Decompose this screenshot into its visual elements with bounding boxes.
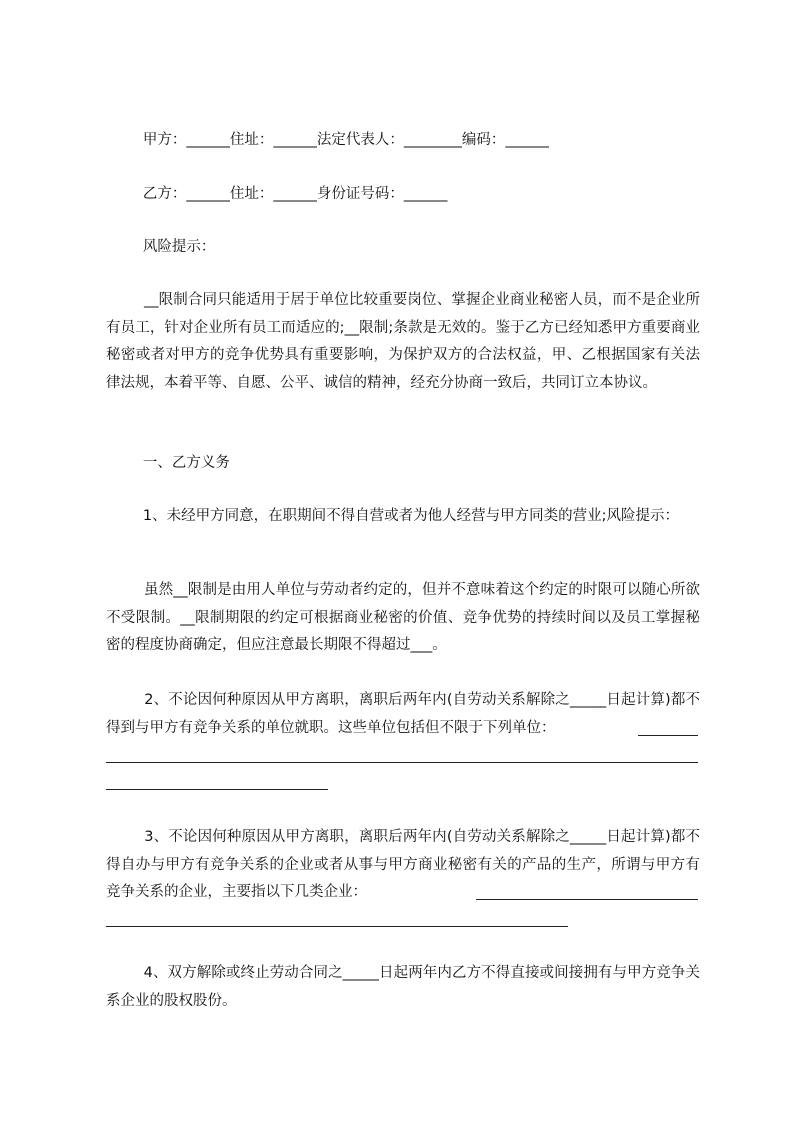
clause-1-note: 虽然__限制是由用人单位与劳动者约定的，但并不意味着这个约定的时限可以随心所欲不受限制。__限制期限的约定可根据商业秘密的价值、竞争优势的持续时间以及员工掌握秘密的程度协商确定，但应注意最长期限不得超过___。 [106,582,701,653]
clause-2-blank-line-2 [106,762,698,763]
section-one-title: 一、乙方义务 [106,455,230,471]
clause-4: 4、双方解除或终止劳动合同之_____日起两年内乙方不得直接或间接拥有与甲方竞争关系企业的股权股份。 [106,965,701,1009]
clause-2-blank-line-3 [106,789,328,790]
clause-2-blank-line-1 [638,735,698,736]
clause-3: 3、不论因何种原因从甲方离职，离职后两年内(自劳动关系解除之_____日起计算)都不得自办与甲方有竞争关系的企业或者从事与甲方商业秘密有关的产品的生产，所谓与甲方有竞争关系的企业，主要指以下几类企业： [106,829,700,900]
party-a-line: 甲方：______住址：______法定代表人：________编码：______ [106,132,549,148]
party-b-line: 乙方：______住址：______身份证号码：______ [106,186,448,202]
clause-3-blank-line-2 [106,926,568,927]
intro-paragraph: __限制合同只能适用于居于单位比较重要岗位、掌握企业商业秘密人员，而不是企业所有员工，针对企业所有员工而适应的;__限制;条款是无效的。鉴于乙方已经知悉甲方重要商业秘密或者对甲方的竞争优势具有重要影响，为保护双方的合法权益，甲、乙根据国家有关法律法规，本着平等、自愿、公平、诚信的精神，经充分协商一致后，共同订立本协议。 [106,292,701,391]
clause-1: 1、未经甲方同意，在职期间不得自营或者为他人经营与甲方同类的营业;风险提示： [106,508,679,524]
clause-2: 2、不论因何种原因从甲方离职，离职后两年内(自劳动关系解除之_____日起计算)都不得到与甲方有竞争关系的单位就职。这些单位包括但不限于下列单位： [106,692,700,736]
clause-3-blank-line-1 [476,899,698,900]
risk-heading: 风险提示： [106,239,216,255]
